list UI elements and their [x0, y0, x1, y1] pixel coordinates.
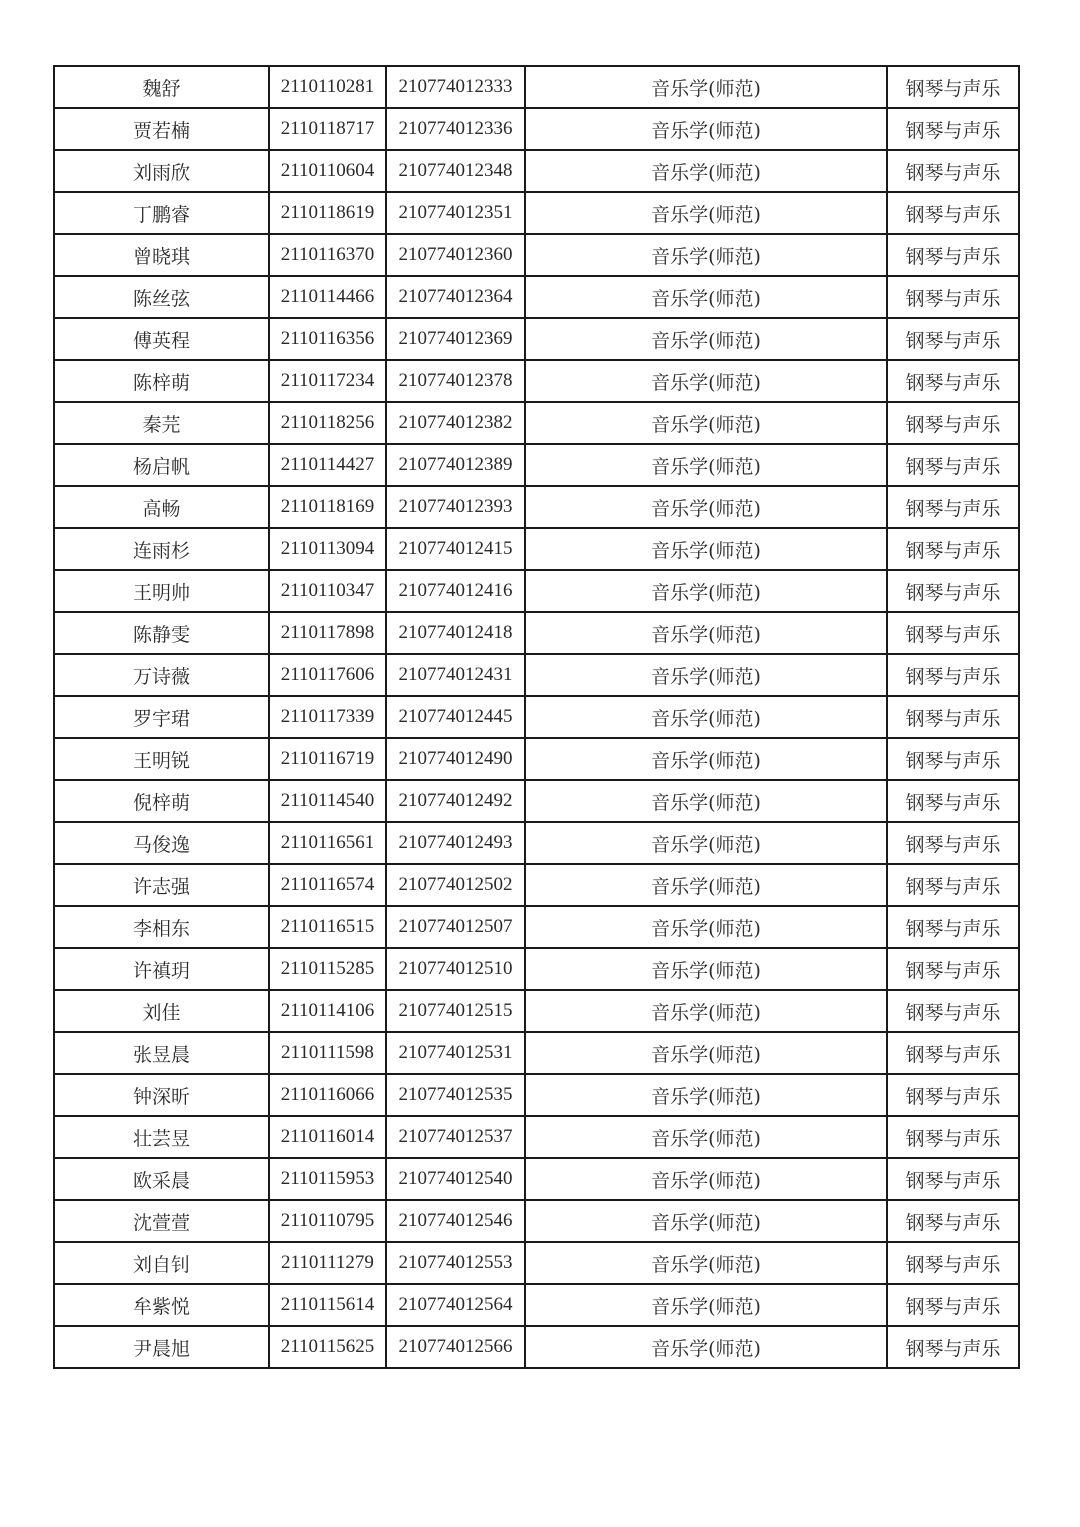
exam-number-cell: 210774012490	[386, 738, 525, 780]
exam-number-cell: 210774012333	[386, 66, 525, 108]
direction-cell: 钢琴与声乐	[887, 276, 1019, 318]
table-row	[54, 948, 1019, 990]
direction-cell: 钢琴与声乐	[887, 1242, 1019, 1284]
table-row	[54, 1158, 1019, 1200]
major-cell: 音乐学(师范)	[525, 444, 887, 486]
major-cell: 音乐学(师范)	[525, 570, 887, 612]
exam-number-cell: 210774012369	[386, 318, 525, 360]
exam-number-cell: 210774012393	[386, 486, 525, 528]
major-cell: 音乐学(师范)	[525, 738, 887, 780]
table-row	[54, 1242, 1019, 1284]
table-row	[54, 864, 1019, 906]
major-cell: 音乐学(师范)	[525, 822, 887, 864]
direction-cell: 钢琴与声乐	[887, 990, 1019, 1032]
table-row	[54, 738, 1019, 780]
student-name-cell: 陈丝弦	[54, 276, 269, 318]
exam-number-cell: 210774012510	[386, 948, 525, 990]
student-name-cell: 曾晓琪	[54, 234, 269, 276]
student-name-cell: 傅英程	[54, 318, 269, 360]
student-name-cell: 贾若楠	[54, 108, 269, 150]
student-name-cell: 杨启帆	[54, 444, 269, 486]
student-id-cell: 2110116014	[269, 1116, 386, 1158]
direction-cell: 钢琴与声乐	[887, 570, 1019, 612]
direction-cell: 钢琴与声乐	[887, 1074, 1019, 1116]
direction-cell: 钢琴与声乐	[887, 150, 1019, 192]
student-name-cell: 欧采晨	[54, 1158, 269, 1200]
major-cell: 音乐学(师范)	[525, 654, 887, 696]
table-row	[54, 1284, 1019, 1326]
major-cell: 音乐学(师范)	[525, 192, 887, 234]
major-cell: 音乐学(师范)	[525, 318, 887, 360]
direction-cell: 钢琴与声乐	[887, 108, 1019, 150]
table-row	[54, 822, 1019, 864]
roster-body	[54, 66, 1019, 1368]
student-name-cell: 连雨杉	[54, 528, 269, 570]
student-name-cell: 刘佳	[54, 990, 269, 1032]
major-cell: 音乐学(师范)	[525, 948, 887, 990]
table-row	[54, 192, 1019, 234]
student-name-cell: 刘自钊	[54, 1242, 269, 1284]
student-id-cell: 2110110604	[269, 150, 386, 192]
major-cell: 音乐学(师范)	[525, 108, 887, 150]
major-cell: 音乐学(师范)	[525, 1326, 887, 1368]
student-name-cell: 陈静雯	[54, 612, 269, 654]
major-cell: 音乐学(师范)	[525, 66, 887, 108]
direction-cell: 钢琴与声乐	[887, 444, 1019, 486]
direction-cell: 钢琴与声乐	[887, 696, 1019, 738]
table-row	[54, 654, 1019, 696]
student-id-cell: 2110116561	[269, 822, 386, 864]
major-cell: 音乐学(师范)	[525, 276, 887, 318]
student-id-cell: 2110114106	[269, 990, 386, 1032]
direction-cell: 钢琴与声乐	[887, 402, 1019, 444]
student-name-cell: 沈萱萱	[54, 1200, 269, 1242]
student-id-cell: 2110116719	[269, 738, 386, 780]
direction-cell: 钢琴与声乐	[887, 906, 1019, 948]
student-id-cell: 2110116515	[269, 906, 386, 948]
table-row	[54, 444, 1019, 486]
student-name-cell: 高畅	[54, 486, 269, 528]
major-cell: 音乐学(师范)	[525, 696, 887, 738]
student-id-cell: 2110118169	[269, 486, 386, 528]
direction-cell: 钢琴与声乐	[887, 654, 1019, 696]
table-row	[54, 1074, 1019, 1116]
student-name-cell: 马俊逸	[54, 822, 269, 864]
direction-cell: 钢琴与声乐	[887, 66, 1019, 108]
exam-number-cell: 210774012415	[386, 528, 525, 570]
major-cell: 音乐学(师范)	[525, 486, 887, 528]
student-id-cell: 2110114427	[269, 444, 386, 486]
student-name-cell: 陈梓萌	[54, 360, 269, 402]
student-name-cell: 钟深昕	[54, 1074, 269, 1116]
student-id-cell: 2110118717	[269, 108, 386, 150]
exam-number-cell: 210774012502	[386, 864, 525, 906]
exam-number-cell: 210774012348	[386, 150, 525, 192]
student-id-cell: 2110117234	[269, 360, 386, 402]
major-cell: 音乐学(师范)	[525, 150, 887, 192]
student-name-cell: 壮芸昱	[54, 1116, 269, 1158]
table-row	[54, 570, 1019, 612]
table-row	[54, 276, 1019, 318]
exam-number-cell: 210774012378	[386, 360, 525, 402]
direction-cell: 钢琴与声乐	[887, 234, 1019, 276]
student-name-cell: 牟紫悦	[54, 1284, 269, 1326]
student-name-cell: 尹晨旭	[54, 1326, 269, 1368]
direction-cell: 钢琴与声乐	[887, 192, 1019, 234]
major-cell: 音乐学(师范)	[525, 1284, 887, 1326]
student-id-cell: 2110114540	[269, 780, 386, 822]
major-cell: 音乐学(师范)	[525, 402, 887, 444]
student-id-cell: 2110117339	[269, 696, 386, 738]
exam-number-cell: 210774012546	[386, 1200, 525, 1242]
exam-number-cell: 210774012493	[386, 822, 525, 864]
table-row	[54, 234, 1019, 276]
student-name-cell: 刘雨欣	[54, 150, 269, 192]
exam-number-cell: 210774012535	[386, 1074, 525, 1116]
student-id-cell: 2110115614	[269, 1284, 386, 1326]
exam-number-cell: 210774012360	[386, 234, 525, 276]
exam-number-cell: 210774012492	[386, 780, 525, 822]
direction-cell: 钢琴与声乐	[887, 738, 1019, 780]
table-row	[54, 66, 1019, 108]
exam-number-cell: 210774012445	[386, 696, 525, 738]
student-id-cell: 2110111279	[269, 1242, 386, 1284]
major-cell: 音乐学(师范)	[525, 1074, 887, 1116]
direction-cell: 钢琴与声乐	[887, 318, 1019, 360]
student-id-cell: 2110116356	[269, 318, 386, 360]
student-id-cell: 2110116066	[269, 1074, 386, 1116]
table-row	[54, 1032, 1019, 1074]
student-roster-table	[53, 65, 1020, 1369]
student-id-cell: 2110114466	[269, 276, 386, 318]
exam-number-cell: 210774012382	[386, 402, 525, 444]
student-id-cell: 2110116370	[269, 234, 386, 276]
direction-cell: 钢琴与声乐	[887, 864, 1019, 906]
table-row	[54, 906, 1019, 948]
major-cell: 音乐学(师范)	[525, 990, 887, 1032]
student-name-cell: 丁鹏睿	[54, 192, 269, 234]
table-row	[54, 612, 1019, 654]
exam-number-cell: 210774012564	[386, 1284, 525, 1326]
major-cell: 音乐学(师范)	[525, 1200, 887, 1242]
major-cell: 音乐学(师范)	[525, 612, 887, 654]
direction-cell: 钢琴与声乐	[887, 1116, 1019, 1158]
major-cell: 音乐学(师范)	[525, 864, 887, 906]
direction-cell: 钢琴与声乐	[887, 612, 1019, 654]
student-name-cell: 李相东	[54, 906, 269, 948]
student-name-cell: 许禛玥	[54, 948, 269, 990]
table-row	[54, 486, 1019, 528]
student-name-cell: 张昱晨	[54, 1032, 269, 1074]
direction-cell: 钢琴与声乐	[887, 1158, 1019, 1200]
student-id-cell: 2110117898	[269, 612, 386, 654]
exam-number-cell: 210774012431	[386, 654, 525, 696]
exam-number-cell: 210774012336	[386, 108, 525, 150]
table-row	[54, 696, 1019, 738]
student-id-cell: 2110115285	[269, 948, 386, 990]
student-id-cell: 2110110347	[269, 570, 386, 612]
student-id-cell: 2110113094	[269, 528, 386, 570]
student-name-cell: 王明帅	[54, 570, 269, 612]
student-id-cell: 2110111598	[269, 1032, 386, 1074]
student-name-cell: 王明锐	[54, 738, 269, 780]
direction-cell: 钢琴与声乐	[887, 1326, 1019, 1368]
exam-number-cell: 210774012540	[386, 1158, 525, 1200]
student-id-cell: 2110118256	[269, 402, 386, 444]
student-id-cell: 2110115625	[269, 1326, 386, 1368]
table-row	[54, 1116, 1019, 1158]
student-name-cell: 许志强	[54, 864, 269, 906]
direction-cell: 钢琴与声乐	[887, 486, 1019, 528]
major-cell: 音乐学(师范)	[525, 528, 887, 570]
exam-number-cell: 210774012531	[386, 1032, 525, 1074]
exam-number-cell: 210774012507	[386, 906, 525, 948]
table-row	[54, 1326, 1019, 1368]
major-cell: 音乐学(师范)	[525, 360, 887, 402]
major-cell: 音乐学(师范)	[525, 1242, 887, 1284]
direction-cell: 钢琴与声乐	[887, 1200, 1019, 1242]
direction-cell: 钢琴与声乐	[887, 822, 1019, 864]
major-cell: 音乐学(师范)	[525, 1032, 887, 1074]
exam-number-cell: 210774012364	[386, 276, 525, 318]
table-row	[54, 402, 1019, 444]
student-name-cell: 魏舒	[54, 66, 269, 108]
exam-number-cell: 210774012389	[386, 444, 525, 486]
exam-number-cell: 210774012553	[386, 1242, 525, 1284]
major-cell: 音乐学(师范)	[525, 780, 887, 822]
direction-cell: 钢琴与声乐	[887, 1284, 1019, 1326]
direction-cell: 钢琴与声乐	[887, 1032, 1019, 1074]
exam-number-cell: 210774012537	[386, 1116, 525, 1158]
table-row	[54, 108, 1019, 150]
student-id-cell: 2110117606	[269, 654, 386, 696]
exam-number-cell: 210774012566	[386, 1326, 525, 1368]
student-id-cell: 2110116574	[269, 864, 386, 906]
student-id-cell: 2110110795	[269, 1200, 386, 1242]
table-row	[54, 780, 1019, 822]
table-row	[54, 528, 1019, 570]
table-row	[54, 318, 1019, 360]
exam-number-cell: 210774012351	[386, 192, 525, 234]
table-row	[54, 1200, 1019, 1242]
student-name-cell: 万诗薇	[54, 654, 269, 696]
student-id-cell: 2110118619	[269, 192, 386, 234]
table-row	[54, 360, 1019, 402]
exam-number-cell: 210774012418	[386, 612, 525, 654]
exam-number-cell: 210774012416	[386, 570, 525, 612]
major-cell: 音乐学(师范)	[525, 1158, 887, 1200]
student-name-cell: 秦芫	[54, 402, 269, 444]
table-row	[54, 990, 1019, 1032]
major-cell: 音乐学(师范)	[525, 1116, 887, 1158]
table-row	[54, 150, 1019, 192]
direction-cell: 钢琴与声乐	[887, 780, 1019, 822]
direction-cell: 钢琴与声乐	[887, 528, 1019, 570]
major-cell: 音乐学(师范)	[525, 906, 887, 948]
student-name-cell: 倪梓萌	[54, 780, 269, 822]
student-name-cell: 罗宇珺	[54, 696, 269, 738]
direction-cell: 钢琴与声乐	[887, 948, 1019, 990]
exam-number-cell: 210774012515	[386, 990, 525, 1032]
major-cell: 音乐学(师范)	[525, 234, 887, 276]
direction-cell: 钢琴与声乐	[887, 360, 1019, 402]
student-id-cell: 2110115953	[269, 1158, 386, 1200]
student-id-cell: 2110110281	[269, 66, 386, 108]
